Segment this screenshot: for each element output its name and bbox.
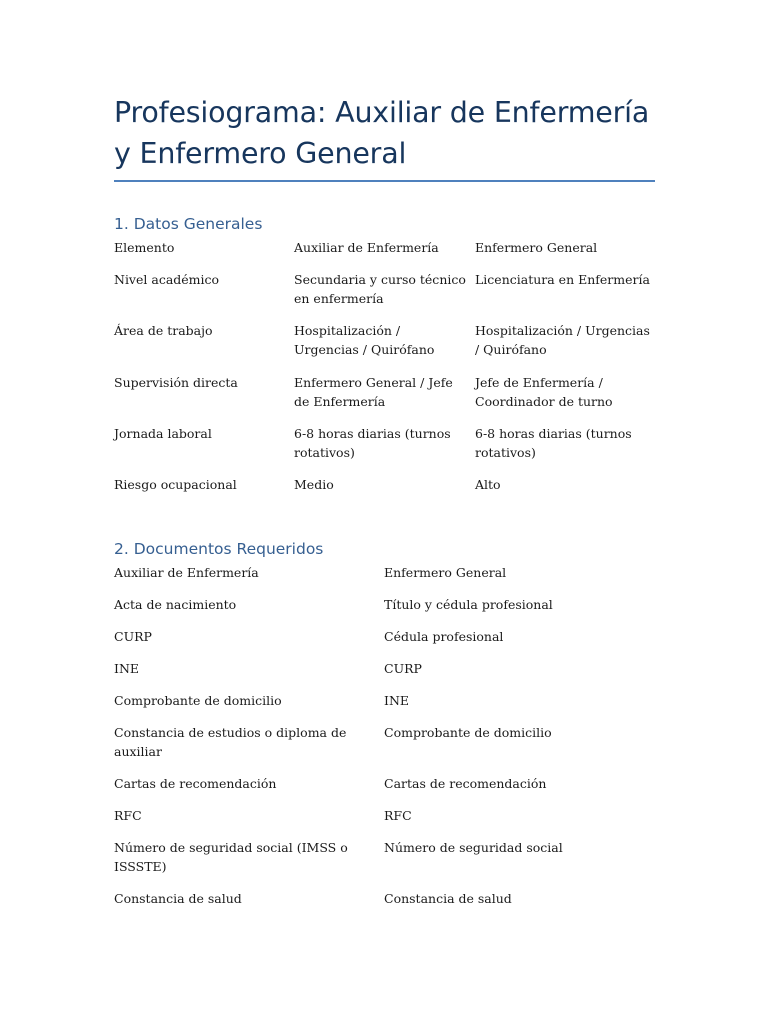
table-cell: Comprobante de domicilio xyxy=(384,725,552,740)
table-cell: Cédula profesional xyxy=(384,629,504,644)
table-cell: Alto xyxy=(475,477,501,492)
table-cell: Acta de nacimiento xyxy=(114,597,237,612)
table-cell: CURP xyxy=(114,629,152,644)
table-cell: Hospitalización / Urgencias / Quirófano xyxy=(475,323,650,357)
table-cell: Jornada laboral xyxy=(114,426,212,441)
table-cell: RFC xyxy=(384,808,412,823)
table-cell: Enfermero General xyxy=(475,240,598,255)
table-cell: Constancia de salud xyxy=(384,891,512,906)
section-heading-datos-generales: 1. Datos Generales xyxy=(114,215,263,233)
document-title: Profesiograma: Auxiliar de Enfermería y Enfermero General xyxy=(114,96,650,170)
table-cell: Supervisión directa xyxy=(114,375,238,390)
table-cell: Hospitalización / Urgencias / Quirófano xyxy=(294,323,435,357)
table-cell: Medio xyxy=(294,477,334,492)
table-cell: Área de trabajo xyxy=(114,323,213,338)
table-cell: Cartas de recomendación xyxy=(384,776,547,791)
table-cell: Secundaria y curso técnico en enfermería xyxy=(294,272,466,306)
table-cell: Jefe de Enfermería / Coordinador de turno xyxy=(475,375,613,409)
table-cell: Enfermero General xyxy=(384,565,507,580)
table-cell: Comprobante de domicilio xyxy=(114,693,282,708)
table-cell: INE xyxy=(114,661,139,676)
table-cell: Número de seguridad social (IMSS o ISSSTE) xyxy=(114,840,348,874)
section-heading-documentos-requeridos: 2. Documentos Requeridos xyxy=(114,540,324,558)
table-cell: Riesgo ocupacional xyxy=(114,477,237,492)
table-cell: Auxiliar de Enfermería xyxy=(114,565,259,580)
table-cell: Nivel académico xyxy=(114,272,220,287)
table-cell: INE xyxy=(384,693,409,708)
table-cell: Número de seguridad social xyxy=(384,840,563,855)
table-cell: Enfermero General / Jefe de Enfermería xyxy=(294,375,453,409)
table-cell: Cartas de recomendación xyxy=(114,776,277,791)
table-cell: Auxiliar de Enfermería xyxy=(294,240,439,255)
table-cell: Licenciatura en Enfermería xyxy=(475,272,650,287)
table-cell: 6-8 horas diarias (turnos rotativos) xyxy=(294,426,451,460)
table-cell: RFC xyxy=(114,808,142,823)
table-cell: Elemento xyxy=(114,240,175,255)
table-cell: Constancia de estudios o diploma de auxiliar xyxy=(114,725,347,759)
table-cell: CURP xyxy=(384,661,422,676)
table-cell: Constancia de salud xyxy=(114,891,242,906)
table-cell: 6-8 horas diarias (turnos rotativos) xyxy=(475,426,632,460)
title-divider xyxy=(114,180,655,182)
table-cell: Título y cédula profesional xyxy=(384,597,553,612)
